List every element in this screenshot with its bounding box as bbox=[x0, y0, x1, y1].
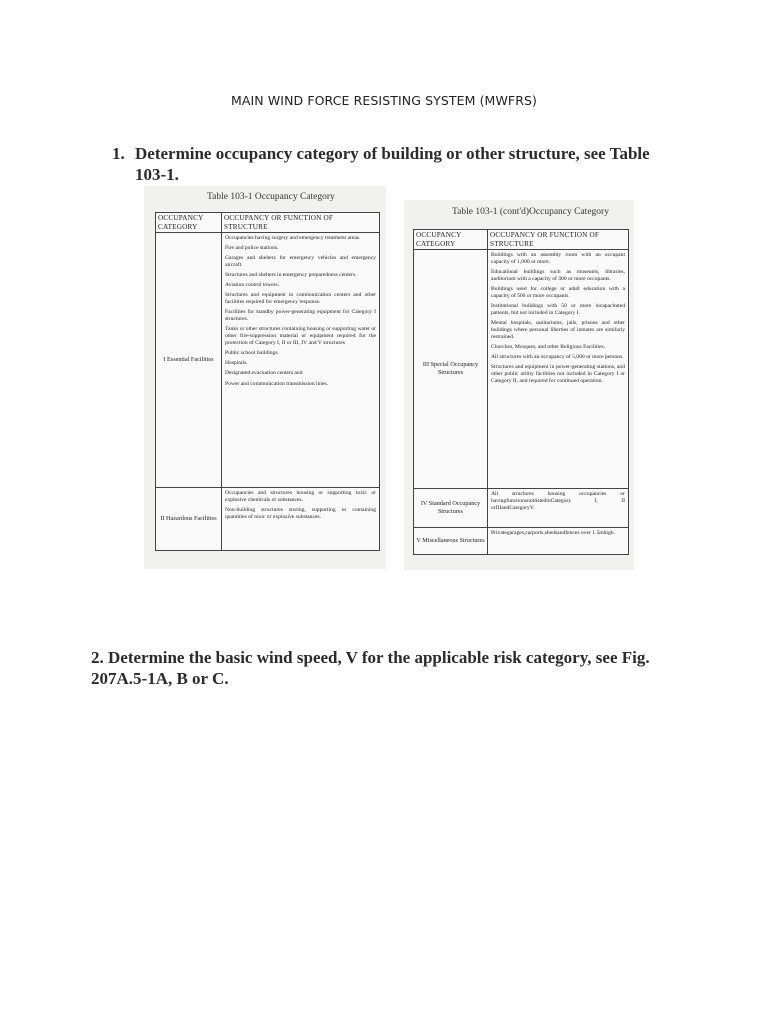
list-item: Occupancies having surgery and emergency treatment areas. bbox=[225, 235, 361, 241]
occupancy-table-right bbox=[413, 229, 629, 555]
table-header-row bbox=[156, 213, 380, 233]
header-occupancy-function: OCCUPANCY OR FUNCTION OF STRUCTURE bbox=[222, 213, 380, 233]
list-item: Buildings with an assembly room with an occupant capacity of 1,000 or more. bbox=[491, 252, 625, 265]
list-item: Public school buildings. bbox=[225, 350, 279, 357]
header-occupancy-category: OCCUPANCY CATEGORY bbox=[414, 230, 488, 250]
table-row bbox=[414, 528, 629, 555]
category-cell: III Special Occupancy Structures bbox=[414, 250, 488, 489]
category-cell: IV Standard Occupancy Structures bbox=[414, 489, 488, 528]
list-item: Occupancies and structures housing or supporting toxic or explosive chemicals or substances. bbox=[225, 490, 376, 503]
list-item: Structures and shelters in emergency preparedness centers. bbox=[225, 272, 357, 279]
items-cell bbox=[222, 488, 380, 551]
list-item: Non-building structures storing, supporting or containing quantities of toxic or explosive substances. bbox=[225, 507, 376, 520]
table-caption-right: Table 103-1 (cont'd)Occupancy Category bbox=[452, 207, 609, 217]
list-item: Mental hospitals, sanitariums, jails, prisons and other buildings where personal liberties of inmates are similarly restrained. bbox=[491, 320, 625, 340]
category-cell: V Miscellaneous Structures bbox=[414, 528, 488, 555]
list-item: Designated evacuation centers and bbox=[225, 370, 303, 377]
table-row bbox=[414, 489, 629, 528]
category-cell: I Essential Facilities bbox=[156, 233, 222, 488]
items-cell bbox=[488, 489, 629, 528]
header-occupancy-function: OCCUPANCY OR FUNCTION OF STRUCTURE bbox=[488, 230, 629, 250]
list-item: Structures and equipment in power-generating stations, and other public utility facilities not included in Category I or Category II, and required for continued operation. bbox=[491, 364, 625, 384]
list-item: Garages and shelters for emergency vehicles and emergency aircraft. bbox=[225, 255, 376, 269]
list-item: Buildings used for college or adult education with a capacity of 500 or more occupants. bbox=[491, 286, 625, 299]
list-item: Tanks or other structures containing housing or supporting water or other fire-suppression material or equipment required for the protection of Category I, II or III, IV and V structures bbox=[225, 326, 376, 347]
list-item: Churches, Mosques, and other Religious Facilities. bbox=[491, 343, 606, 350]
list-item: All structures with an occupancy of 5,000 or more persons. bbox=[491, 354, 624, 360]
items-cell bbox=[488, 528, 629, 555]
list-item: Aviation control towers. bbox=[225, 282, 280, 289]
items-cell bbox=[488, 250, 629, 489]
table-header-row bbox=[414, 230, 629, 250]
list-item: Educational buildings such as museums, libraries, auditorium with a capacity of 300 or more occupants. bbox=[491, 269, 625, 282]
list-item: Facilities for standby power-generating equipment for Category I structures. bbox=[225, 309, 376, 323]
table-row bbox=[414, 250, 629, 489]
list-item: Privategarages,carports,shedsandfences over 1.5mhigh. bbox=[491, 530, 615, 536]
list-item: Power and communication transmission lines. bbox=[225, 380, 329, 387]
list-item: Institutional buildings with 50 or more incapacitated patients, but not included in Category I. bbox=[491, 303, 625, 316]
list-item: Fire and police stations. bbox=[225, 245, 279, 252]
items-cell bbox=[222, 233, 380, 488]
header-occupancy-category: OCCUPANCY CATEGORY bbox=[156, 213, 222, 233]
list-item: Structures and equipment in communication centers and other facilities required for emergency response. bbox=[225, 292, 376, 306]
occupancy-table-left bbox=[155, 212, 380, 551]
table-row bbox=[156, 233, 380, 488]
table-caption-left: Table 103-1 Occupancy Category bbox=[207, 192, 335, 202]
list-item: Hospitals. bbox=[225, 360, 248, 367]
step-2-instruction: 2. Determine the basic wind speed, V for the applicable risk category, see Fig. 207A.5-1A, B or C. bbox=[91, 648, 650, 688]
table-row bbox=[156, 488, 380, 551]
step-1-number: 1. bbox=[112, 144, 125, 163]
list-item: All structures housing occupancies or havingfunctionsnotlistedinCategory I, II orIIIandCategoryV. bbox=[491, 491, 625, 511]
step-1-text: Determine occupancy category of building or other structure, see Table 103-1. bbox=[135, 144, 650, 184]
step-1-instruction bbox=[112, 143, 672, 185]
category-cell: II Hazardous Facilities bbox=[156, 488, 222, 551]
page-title: MAIN WIND FORCE RESISTING SYSTEM (MWFRS) bbox=[230, 93, 537, 108]
